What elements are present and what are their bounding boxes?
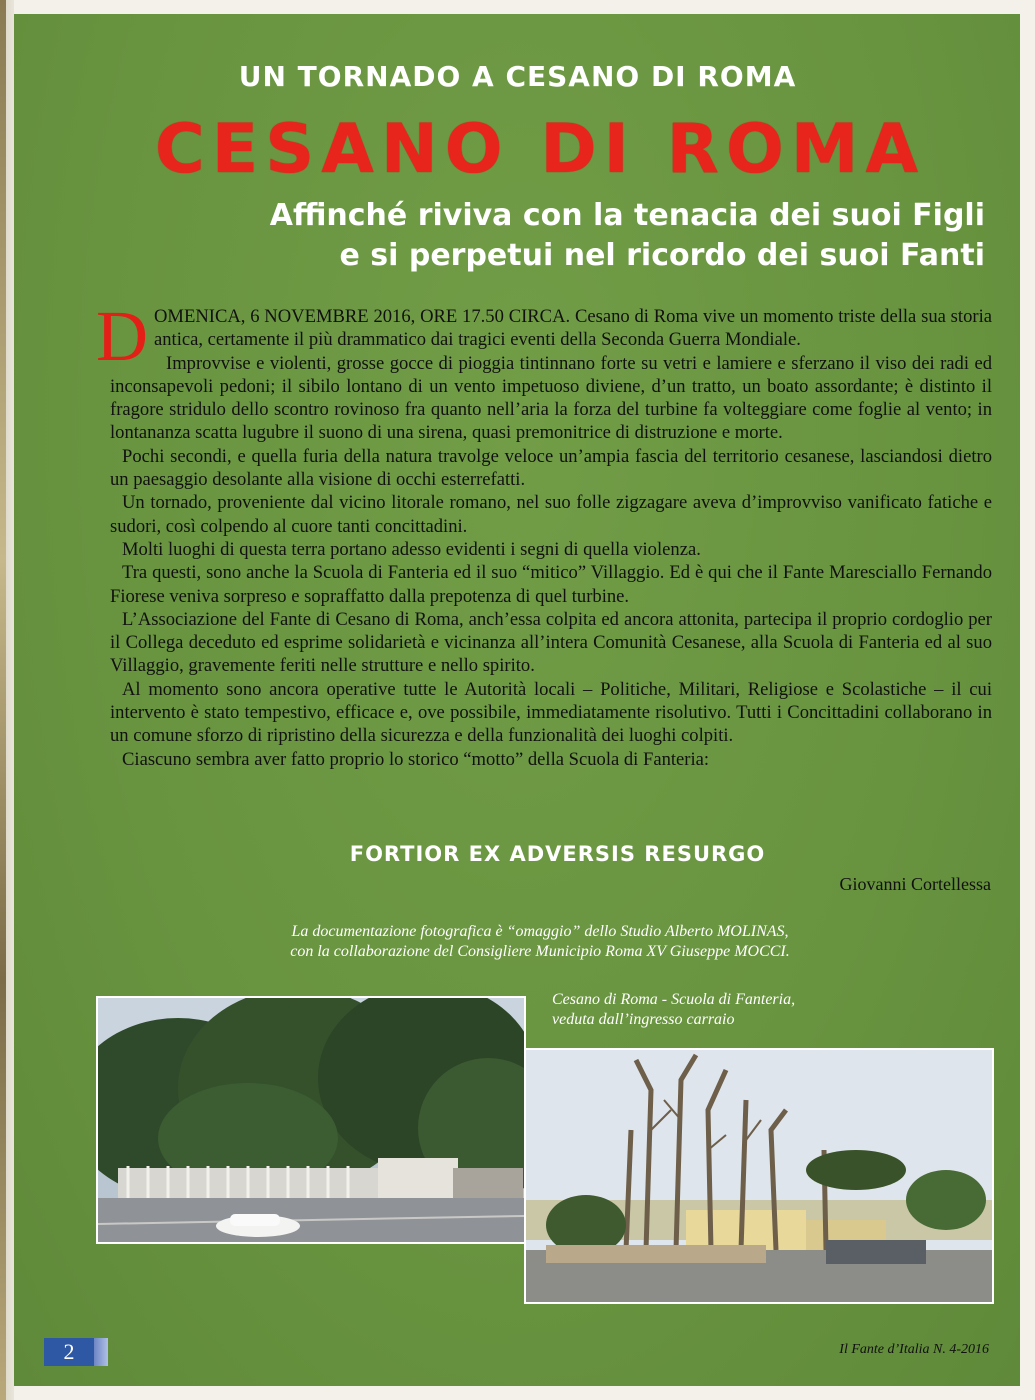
kicker-title: UN TORNADO A CESANO DI ROMA xyxy=(238,60,797,93)
photo-damaged-trees-image xyxy=(526,1050,992,1302)
page-number-accent xyxy=(94,1338,108,1366)
paragraph-5: Molti luoghi di questa terra portano adesso evidenti i segni di quella violenza. xyxy=(122,538,701,560)
photo-school-gate-image xyxy=(98,998,524,1242)
paragraph-9: Ciascuno sembra aver fatto proprio lo storico “motto” della Scuola di Fanteria: xyxy=(122,748,710,770)
page-number: 2 xyxy=(44,1338,94,1366)
subheadline xyxy=(270,196,985,276)
photo-credit xyxy=(200,922,880,962)
motto: FORTIOR EX ADVERSIS RESURGO xyxy=(349,842,766,866)
paragraph-3: Pochi secondi, e quella furia della natura travolge veloce un’ampia fascia del territorio cesanese, lasciandosi dietro un paesaggio desolante alla visione di occhi esterrefatti. xyxy=(110,445,992,491)
paragraph-4: Un tornado, proveniente dal vicino litorale romano, nel suo folle zigzagare aveva d’improvviso vanificato fatiche e sudori, così colpendo al cuore tanti concittadini. xyxy=(110,492,992,537)
headline: CESANO DI ROMA xyxy=(154,110,926,189)
binding-stripe xyxy=(0,0,6,1400)
paragraph-1-text: OMENICA, 6 NOVEMBRE 2016, ORE 17.50 CIRCA. Cesano di Roma vive un momento triste della sua storia antica, certamente il più drammatico dai tragici eventi della Seconda Guerra Mondiale. xyxy=(154,306,992,351)
article-body xyxy=(96,296,992,771)
magazine-issue: Il Fante d’Italia N. 4-2016 xyxy=(839,1342,989,1357)
paragraph-1 xyxy=(96,296,992,376)
paragraph-7: L’Associazione del Fante di Cesano di Roma, anch’essa colpita ed ancora attonita, partecipa il proprio cordoglio per il Collega deceduto ed esprime solidarietà e vicinanza all’intera Comunità Cesanese, alla Scuola di Fanteria ed al suo Villaggio, gravemente feriti nelle strutture e nello spirito. xyxy=(110,608,992,677)
photo-caption-line-2: veduta dall’ingresso carraio xyxy=(552,1011,735,1028)
subhead-line-2: e si perpetui nel ricordo dei suoi Fanti xyxy=(339,238,985,273)
paragraph-6: Tra questi, sono anche la Scuola di Fanteria ed il suo “mitico” Villaggio. Ed è qui che il Fante Maresciallo Fernando Fiorese veniva sorpreso e sopraffatto dalla prepotenza di quel turbine. xyxy=(110,562,992,607)
photo-caption-line-1: Cesano di Roma - Scuola di Fanteria, xyxy=(552,991,796,1008)
photo-caption xyxy=(552,990,795,1030)
photo-credit-line-2: con la collaborazione del Consigliere Municipio Roma XV Giuseppe MOCCI. xyxy=(290,943,790,960)
paragraph-2: Improvvise e violenti, grosse gocce di pioggia tintinnano forte su vetri e lamiere e sferzano il viso dei radi ed inconsapevoli pedoni; il sibilo lontano di un vento impetuoso diviene, d’un tratto, un boato assordante; è distinto il fragore stridulo dello scontro rovinoso fra quanto nell’aria la forza del turbine fa volteggiare come foglie al vento; in lontananza scatta lugubre il suono di una sirena, quasi premonitrice di distruzione e morte. xyxy=(110,352,992,444)
drop-cap: D xyxy=(96,296,148,376)
subhead-line-1: Affinché riviva con la tenacia dei suoi Figli xyxy=(269,198,985,233)
author-signature: Giovanni Cortellessa xyxy=(839,874,991,894)
photo-damaged-trees xyxy=(524,1048,994,1304)
paragraph-8: Al momento sono ancora operative tutte le Autorità locali – Politiche, Militari, Religiose e Scolastiche – il cui intervento è stato tempestivo, efficace e, ove possibile, immediatamente risolutivo. Tutti i Concittadini collaborano in un comune sforzo di ripristino della sicurezza e della funzionalità dei luoghi colpiti. xyxy=(110,678,992,747)
photo-school-gate xyxy=(96,996,526,1244)
photo-credit-line-1: La documentazione fotografica è “omaggio” dello Studio Alberto MOLINAS, xyxy=(291,923,789,940)
